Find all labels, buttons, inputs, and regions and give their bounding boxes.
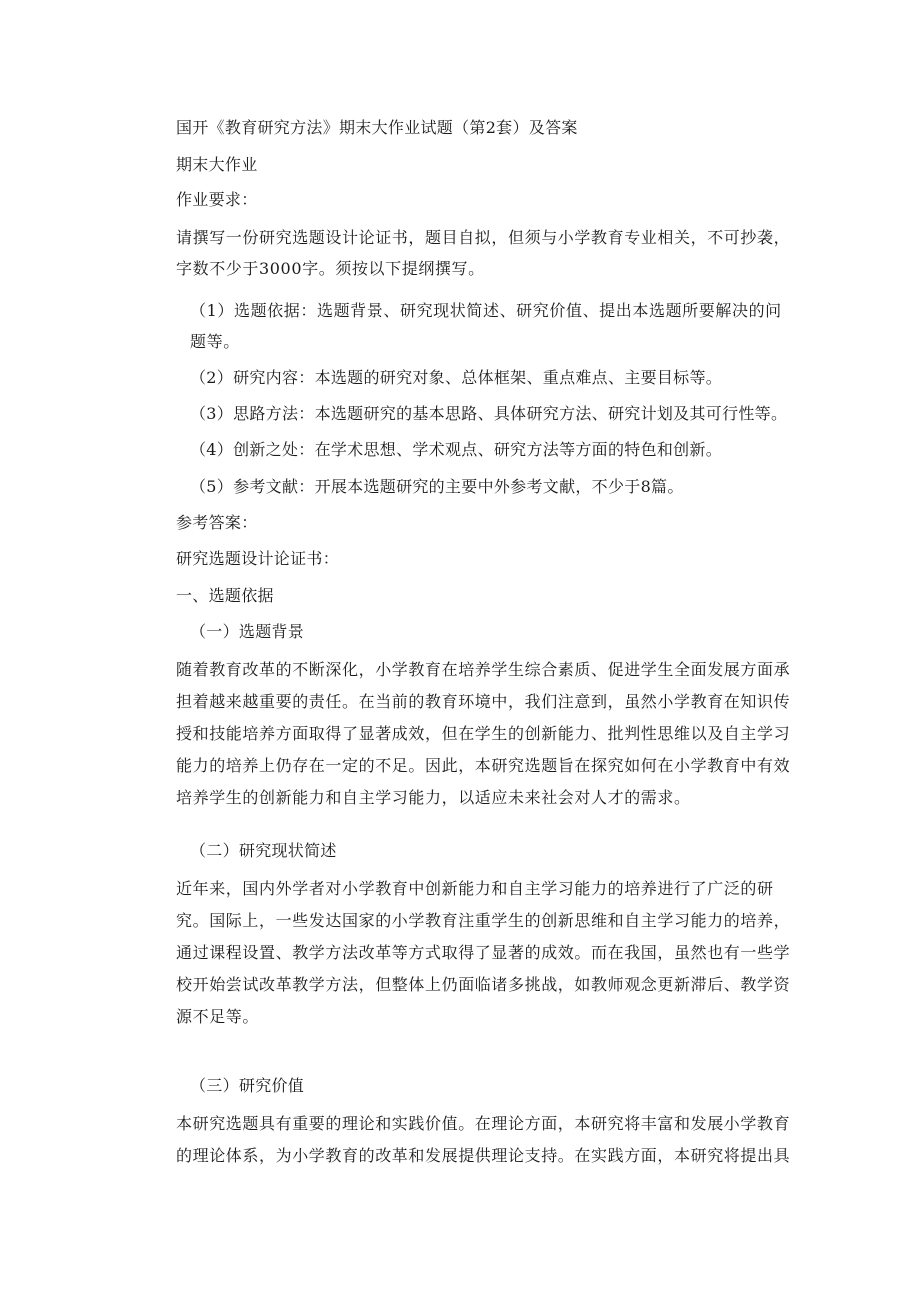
outline-item-2: （2）研究内容：本选题的研究对象、总体框架、重点难点、主要目标等。 — [190, 368, 723, 387]
sub2-paragraph: 近年来，国内外学者对小学教育中创新能力和自主学习能力的培养进行了广泛的研究。国际上，一些发达国家的小学教育注重学生的创新思维和自主学习能力的培养，通过课程设置、教学方法改革等方式取得了显著的成效。而在我国，虽然也有一些学校开始尝试改革教学方法，但整体上仍面临诸多挑战，如教师观念更新滞后、教学资源不足等。 — [176, 879, 791, 1026]
sub3-paragraph: 本研究选题具有重要的理论和实践价值。在理论方面，本研究将丰富和发展小学教育的理论体系，为小学教育的改革和发展提供理论支持。在实践方面，本研究将提出具 — [176, 1114, 791, 1165]
section-heading-final: 期末大作业 — [176, 155, 258, 174]
outline-item-4: （4）创新之处：在学术思想、学术观点、研究方法等方面的特色和创新。 — [190, 440, 723, 459]
outline-item-3: （3）思路方法：本选题研究的基本思路、具体研究方法、研究计划及其可行性等。 — [190, 404, 788, 423]
sub3-heading: （三）研究价值 — [190, 1076, 305, 1095]
sub2-heading: （二）研究现状简述 — [190, 841, 337, 860]
sub1-paragraph: 随着教育改革的不断深化，小学教育在培养学生综合素质、促进学生全面发展方面承担着越来越重要的责任。在当前的教育环境中，我们注意到，虽然小学教育在知识传授和技能培养方面取得了显著成效，但在学生的创新能力、批判性思维以及自主学习能力的培养上仍存在一定的不足。因此，本研究选题旨在探究如何在小学教育中有效培养学生的创新能力和自主学习能力，以适应未来社会对人才的需求。 — [176, 660, 791, 807]
document-title: 国开《教育研究方法》期末大作业试题（第2套）及答案 — [176, 118, 578, 137]
outline-item-5: （5）参考文献：开展本选题研究的主要中外参考文献，不少于8篇。 — [190, 477, 684, 496]
requirements-heading: 作业要求： — [176, 190, 258, 209]
part1-heading: 一、选题依据 — [176, 586, 274, 605]
outline-item-1: （1）选题依据：选题背景、研究现状简述、研究价值、提出本选题所要解决的问题等。 — [190, 301, 782, 351]
answer-heading: 参考答案： — [176, 513, 258, 532]
sub1-heading: （一）选题背景 — [190, 622, 305, 641]
requirements-intro: 请撰写一份研究选题设计论证书，题目自拟，但须与小学教育专业相关，不可抄袭，字数不少于3000字。须按以下提纲撰写。 — [176, 228, 791, 278]
doc-title: 研究选题设计论证书： — [176, 549, 340, 568]
